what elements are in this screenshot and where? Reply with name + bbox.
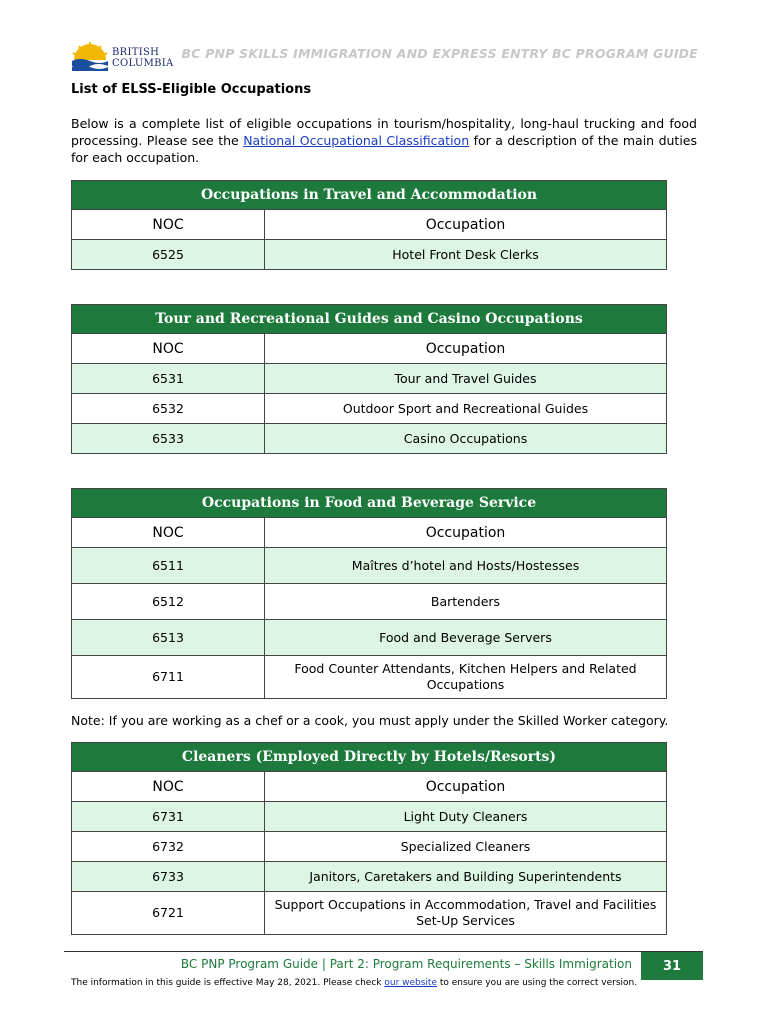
noc-cell: 6532 (72, 394, 265, 424)
table-title: Occupations in Travel and Accommodation (72, 181, 667, 210)
noc-cell: 6513 (72, 620, 265, 656)
column-header-noc: NOC (72, 772, 265, 802)
table-title: Tour and Recreational Guides and Casino Occupations (72, 305, 667, 334)
intro-paragraph (71, 115, 697, 166)
occupation-cell: Janitors, Caretakers and Building Superintendents (265, 862, 667, 892)
page-number: 31 (641, 952, 703, 980)
table-tour-guides-casino (71, 304, 667, 454)
footer-disclaimer (71, 978, 637, 988)
column-header-occupation: Occupation (265, 334, 667, 364)
column-header-occupation: Occupation (265, 210, 667, 240)
table-row (72, 892, 667, 935)
occupation-cell (265, 892, 667, 935)
occupation-cell: Maîtres d’hotel and Hosts/Hostesses (265, 548, 667, 584)
intro-text-start: Below is a complete list of eligible occupations in tourism/hospitality, long-haul trucking and food processing. Please see the (71, 116, 697, 148)
table-row (72, 584, 667, 620)
noc-cell: 6732 (72, 832, 265, 862)
table-row (72, 424, 667, 454)
occupation-cell: Casino Occupations (265, 424, 667, 454)
table-travel-accommodation (71, 180, 667, 270)
occupation-line-2: Set-Up Services (416, 913, 515, 928)
noc-cell: 6721 (72, 892, 265, 935)
occupation-line-1: Food Counter Attendants, Kitchen Helpers and Related (294, 661, 637, 676)
bc-logo (70, 40, 180, 74)
guide-title: BC PNP SKILLS IMMIGRATION AND EXPRESS ENTRY BC PROGRAM GUIDE (181, 46, 698, 61)
table-row (72, 364, 667, 394)
occupation-cell: Specialized Cleaners (265, 832, 667, 862)
noc-cell: 6533 (72, 424, 265, 454)
disclaimer-text-start: The information in this guide is effective May 28, 2021. Please check (71, 978, 385, 988)
table-row (72, 862, 667, 892)
page-header (70, 36, 698, 76)
occupation-line-2: Occupations (426, 677, 505, 692)
occupation-cell: Hotel Front Desk Clerks (265, 240, 667, 270)
intro-text-end: for a description of the main duties for each occupation. (71, 133, 698, 165)
table-row (72, 394, 667, 424)
table-row (72, 832, 667, 862)
disclaimer-text-end: to ensure you are using the correct version. (437, 978, 638, 988)
column-header-noc: NOC (72, 210, 265, 240)
occupation-cell: Outdoor Sport and Recreational Guides (265, 394, 667, 424)
table-row (72, 620, 667, 656)
section-title: List of ELSS-Eligible Occupations (71, 82, 312, 97)
noc-cell: 6512 (72, 584, 265, 620)
table-title: Occupations in Food and Beverage Service (72, 489, 667, 518)
noc-link[interactable]: National Occupational Classification (243, 133, 470, 148)
table-row (72, 240, 667, 270)
table-cleaners (71, 742, 667, 935)
occupation-cell (265, 656, 667, 699)
logo-wordmark (112, 47, 174, 69)
noc-cell: 6731 (72, 802, 265, 832)
occupation-cell: Food and Beverage Servers (265, 620, 667, 656)
table-row (72, 656, 667, 699)
column-header-occupation: Occupation (265, 772, 667, 802)
column-header-noc: NOC (72, 518, 265, 548)
column-header-occupation: Occupation (265, 518, 667, 548)
noc-cell: 6525 (72, 240, 265, 270)
table-row (72, 548, 667, 584)
footer-text: BC PNP Program Guide | Part 2: Program Requirements – Skills Immigration (180, 957, 632, 971)
noc-cell: 6711 (72, 656, 265, 699)
page-content (71, 82, 697, 935)
occupation-cell: Bartenders (265, 584, 667, 620)
sun-logo-icon (70, 40, 110, 72)
table-food-beverage (71, 488, 667, 699)
column-header-noc: NOC (72, 334, 265, 364)
noc-cell: 6733 (72, 862, 265, 892)
chef-note: Note: If you are working as a chef or a cook, you must apply under the Skilled Worker category. (71, 713, 669, 728)
logo-line-2: COLUMBIA (112, 58, 174, 69)
occupation-cell: Tour and Travel Guides (265, 364, 667, 394)
occupation-cell: Light Duty Cleaners (265, 802, 667, 832)
table-row (72, 802, 667, 832)
website-link[interactable]: our website (384, 978, 437, 988)
table-title: Cleaners (Employed Directly by Hotels/Resorts) (72, 743, 667, 772)
noc-cell: 6511 (72, 548, 265, 584)
occupation-line-1: Support Occupations in Accommodation, Travel and Facilities (274, 897, 657, 912)
noc-cell: 6531 (72, 364, 265, 394)
footer-divider (64, 951, 703, 952)
logo-line-1: BRITISH (112, 47, 160, 58)
